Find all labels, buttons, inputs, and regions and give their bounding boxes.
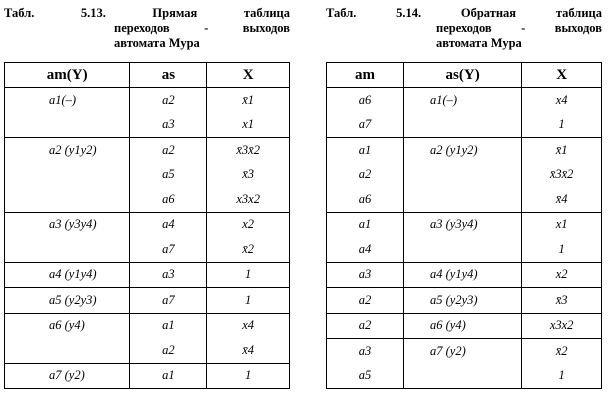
state-cell: a2 — [130, 338, 207, 363]
state-cell: a3 — [327, 262, 404, 288]
caption-word: Обратная — [460, 6, 517, 20]
table-row — [327, 313, 602, 339]
state-cell — [404, 237, 522, 262]
state-cell: a2 — [130, 88, 207, 113]
column-header: X — [522, 63, 602, 88]
state-cell: a1(–) — [5, 88, 130, 113]
column-header: as(Y) — [404, 63, 522, 88]
table-row — [327, 364, 602, 389]
caption-word: переходов — [436, 21, 492, 35]
column-header: am — [327, 63, 404, 88]
state-cell — [404, 187, 522, 212]
table-row — [327, 262, 602, 288]
condition-cell: x4 — [207, 313, 290, 338]
condition-cell: x̄4 — [207, 338, 290, 363]
state-cell: a6 — [327, 187, 404, 212]
state-cell: a1 — [130, 363, 207, 389]
condition-cell: x̄1 — [522, 138, 602, 163]
table-row — [5, 313, 290, 338]
state-cell: a7 — [327, 113, 404, 138]
state-cell: a1 — [130, 313, 207, 338]
state-cell: a2 (y1y2) — [404, 138, 522, 163]
table-row — [327, 187, 602, 212]
state-cell: a6 — [130, 187, 207, 212]
caption-number: 5.14. — [396, 6, 422, 20]
table-5-13-panel — [4, 0, 290, 389]
condition-cell: x̄2 — [207, 237, 290, 262]
caption-word: выходов — [554, 21, 602, 35]
state-cell: a3 — [130, 113, 207, 138]
state-cell: a1 — [327, 138, 404, 163]
table-row — [5, 163, 290, 188]
column-header: as — [130, 63, 207, 88]
table-caption — [4, 0, 290, 62]
caption-dash: - — [521, 21, 526, 35]
state-cell: a7 — [130, 237, 207, 262]
column-header: X — [207, 63, 290, 88]
caption-word: Прямая — [152, 6, 198, 20]
caption-dash: - — [204, 21, 209, 35]
state-cell: a3 — [130, 262, 207, 288]
table-row — [5, 262, 290, 288]
caption-word: таблица — [555, 6, 602, 20]
condition-cell: x̄4 — [522, 187, 602, 212]
caption-label: Табл. — [4, 6, 35, 20]
condition-cell: 1 — [522, 237, 602, 262]
state-cell: a5 — [130, 163, 207, 188]
table-row — [327, 288, 602, 314]
direct-transition-table — [4, 62, 290, 389]
condition-cell: x2 — [207, 212, 290, 237]
state-cell — [5, 113, 130, 138]
table-caption — [326, 0, 602, 62]
caption-word: переходов — [114, 21, 170, 35]
table-row — [327, 138, 602, 163]
condition-cell: x1 — [207, 113, 290, 138]
table-row — [327, 212, 602, 237]
state-cell — [5, 163, 130, 188]
state-cell — [404, 163, 522, 188]
condition-cell: x2 — [522, 262, 602, 288]
condition-cell: x̄3 — [522, 288, 602, 314]
inverse-transition-table — [326, 62, 602, 389]
state-cell: a4 — [130, 212, 207, 237]
state-cell: a5 (y2y3) — [5, 288, 130, 314]
state-cell: a4 — [327, 237, 404, 262]
state-cell: a5 (y2y3) — [404, 288, 522, 314]
state-cell: a7 (y2) — [5, 363, 130, 389]
state-cell: a3 — [327, 339, 404, 364]
table-row — [5, 338, 290, 363]
state-cell — [404, 364, 522, 389]
state-cell: a3 (y3y4) — [5, 212, 130, 237]
condition-cell: x̄1 — [207, 88, 290, 113]
condition-cell: x1 — [522, 212, 602, 237]
condition-cell: 1 — [207, 363, 290, 389]
state-cell: a6 — [327, 88, 404, 113]
table-row — [5, 113, 290, 138]
caption-number: 5.13. — [80, 6, 106, 20]
state-cell: a2 (y1y2) — [5, 138, 130, 163]
condition-cell: x4 — [522, 88, 602, 113]
table-row — [327, 339, 602, 364]
state-cell: a7 (y2) — [404, 339, 522, 364]
condition-cell: x̄2 — [522, 339, 602, 364]
state-cell: a2 — [327, 163, 404, 188]
table-row — [5, 138, 290, 163]
table-row — [5, 363, 290, 389]
state-cell — [404, 113, 522, 138]
condition-cell: 1 — [207, 288, 290, 314]
table-row — [5, 212, 290, 237]
caption-word: автомата Мура — [436, 36, 522, 50]
state-cell — [5, 187, 130, 212]
table-row — [5, 237, 290, 262]
state-cell: a2 — [327, 288, 404, 314]
table-row — [5, 187, 290, 212]
state-cell: a1 — [327, 212, 404, 237]
state-cell: a4 (y1y4) — [5, 262, 130, 288]
condition-cell: 1 — [522, 364, 602, 389]
state-cell: a4 (y1y4) — [404, 262, 522, 288]
table-5-14-panel — [326, 0, 602, 389]
table-row — [5, 288, 290, 314]
state-cell — [5, 338, 130, 363]
state-cell: a2 — [327, 313, 404, 339]
column-header: am(Y) — [5, 63, 130, 88]
caption-word: автомата Мура — [114, 36, 200, 50]
condition-cell: x̄3x̄2 — [522, 163, 602, 188]
state-cell: a6 (y4) — [5, 313, 130, 338]
table-row — [327, 88, 602, 113]
condition-cell: x̄3 — [207, 163, 290, 188]
state-cell: a6 (y4) — [404, 313, 522, 339]
state-cell: a5 — [327, 364, 404, 389]
condition-cell: 1 — [207, 262, 290, 288]
state-cell: a1(–) — [404, 88, 522, 113]
caption-word: выходов — [242, 21, 290, 35]
caption-word: таблица — [243, 6, 290, 20]
condition-cell: x̄3x̄2 — [207, 138, 290, 163]
condition-cell: 1 — [522, 113, 602, 138]
state-cell: a7 — [130, 288, 207, 314]
state-cell — [5, 237, 130, 262]
state-cell: a2 — [130, 138, 207, 163]
table-row — [5, 88, 290, 113]
caption-label: Табл. — [326, 6, 357, 20]
table-row — [327, 113, 602, 138]
table-row — [327, 163, 602, 188]
table-row — [327, 237, 602, 262]
condition-cell: x3x2 — [207, 187, 290, 212]
state-cell: a3 (y3y4) — [404, 212, 522, 237]
condition-cell: x3x2 — [522, 313, 602, 339]
